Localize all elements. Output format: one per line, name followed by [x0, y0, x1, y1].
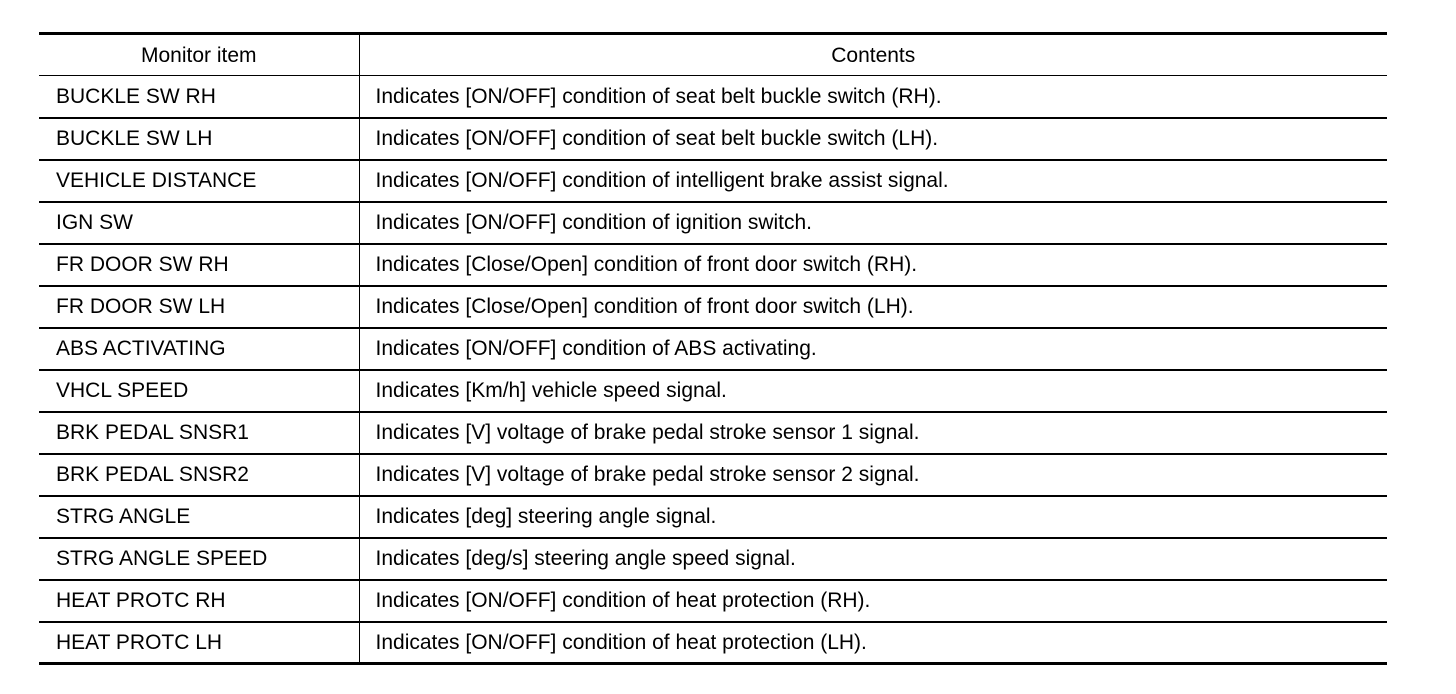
column-header-monitor-item: Monitor item — [39, 34, 359, 76]
contents-cell: Indicates [deg/s] steering angle speed signal. — [359, 538, 1387, 580]
table-row — [39, 286, 1387, 328]
monitor-item-cell: FR DOOR SW RH — [39, 244, 359, 286]
contents-cell: Indicates [ON/OFF] condition of seat belt buckle switch (LH). — [359, 118, 1387, 160]
table-row — [39, 412, 1387, 454]
monitor-item-cell: BRK PEDAL SNSR1 — [39, 412, 359, 454]
table-row — [39, 76, 1387, 118]
table-row — [39, 202, 1387, 244]
table-row — [39, 580, 1387, 622]
monitor-item-cell: IGN SW — [39, 202, 359, 244]
table-row — [39, 622, 1387, 664]
table-header-row — [39, 34, 1387, 76]
contents-cell: Indicates [ON/OFF] condition of seat belt buckle switch (RH). — [359, 76, 1387, 118]
contents-cell: Indicates [ON/OFF] condition of heat protection (LH). — [359, 622, 1387, 664]
monitor-item-cell: HEAT PROTC RH — [39, 580, 359, 622]
table-row — [39, 160, 1387, 202]
contents-cell: Indicates [ON/OFF] condition of ignition switch. — [359, 202, 1387, 244]
contents-cell: Indicates [V] voltage of brake pedal stroke sensor 2 signal. — [359, 454, 1387, 496]
contents-cell: Indicates [ON/OFF] condition of intelligent brake assist signal. — [359, 160, 1387, 202]
table-row — [39, 328, 1387, 370]
monitor-item-cell: STRG ANGLE — [39, 496, 359, 538]
monitor-item-cell: VHCL SPEED — [39, 370, 359, 412]
monitor-item-cell: STRG ANGLE SPEED — [39, 538, 359, 580]
contents-cell: Indicates [Close/Open] condition of front door switch (RH). — [359, 244, 1387, 286]
contents-cell: Indicates [Km/h] vehicle speed signal. — [359, 370, 1387, 412]
monitor-item-cell: FR DOOR SW LH — [39, 286, 359, 328]
contents-cell: Indicates [V] voltage of brake pedal stroke sensor 1 signal. — [359, 412, 1387, 454]
table-row — [39, 244, 1387, 286]
table-row — [39, 538, 1387, 580]
monitor-item-table — [39, 32, 1387, 665]
table-row — [39, 370, 1387, 412]
monitor-item-cell: BRK PEDAL SNSR2 — [39, 454, 359, 496]
table-body — [39, 76, 1387, 664]
monitor-item-cell: BUCKLE SW LH — [39, 118, 359, 160]
table-row — [39, 454, 1387, 496]
column-header-contents: Contents — [359, 34, 1387, 76]
monitor-item-cell: BUCKLE SW RH — [39, 76, 359, 118]
contents-cell: Indicates [deg] steering angle signal. — [359, 496, 1387, 538]
monitor-item-cell: ABS ACTIVATING — [39, 328, 359, 370]
table-row — [39, 118, 1387, 160]
contents-cell: Indicates [ON/OFF] condition of heat protection (RH). — [359, 580, 1387, 622]
monitor-item-cell: VEHICLE DISTANCE — [39, 160, 359, 202]
contents-cell: Indicates [ON/OFF] condition of ABS activating. — [359, 328, 1387, 370]
contents-cell: Indicates [Close/Open] condition of front door switch (LH). — [359, 286, 1387, 328]
table-row — [39, 496, 1387, 538]
monitor-item-cell: HEAT PROTC LH — [39, 622, 359, 664]
